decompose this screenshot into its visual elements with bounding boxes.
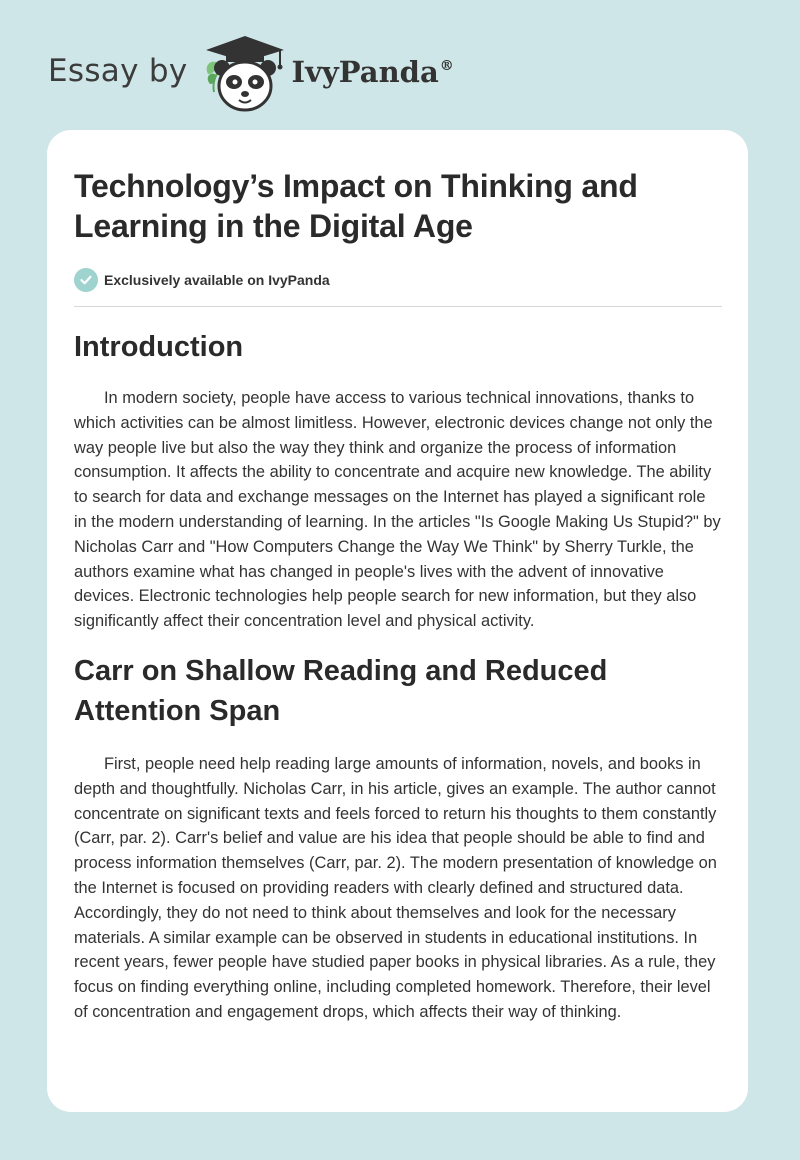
article-card [47, 130, 748, 1112]
brand-label: IvyPanda [291, 55, 439, 89]
registered-mark: ® [439, 58, 454, 74]
section-paragraph-introduction: In modern society, people have access to various technical innovations, thanks to which activities can be almost limitless. However, electronic devices change not only the way people live but also the way they think and organize the process of information consumption. It affects the ability to concentrate and acquire new knowledge. The ability to search for data and exchange messages on the Internet has played a significant role in the modern understanding of learning. In the articles "Is Google Making Us Stupid?" by Nicholas Carr and "How Computers Change the Way We Think" by Sherry Turkle, the authors examine what has changed in people's lives with the advent of innovative devices. Electronic technologies help people search for new information, but they also significantly affect their concentration level and physical activity. [74, 389, 721, 631]
panda-logo-icon[interactable] [200, 34, 290, 114]
section-heading-carr: Carr on Shallow Reading and Reduced Attention Span [74, 654, 608, 727]
essay-by-label: Essay by [48, 53, 188, 89]
article-title: Technology’s Impact on Thinking and Learning in the Digital Age [74, 168, 638, 244]
exclusive-badge [74, 268, 722, 307]
site-header [48, 34, 454, 114]
brand-name[interactable] [292, 55, 454, 89]
exclusive-label: Exclusively available on IvyPanda [104, 272, 330, 288]
check-circle-icon [74, 268, 98, 292]
section-paragraph-carr: First, people need help reading large amounts of information, novels, and books in depth and thoughtfully. Nicholas Carr, in his article, gives an example. The author cannot concentrate on significant texts and feels forced to return his thoughts to them constantly (Carr, par. 2). Carr's belief and value are his idea that people should be able to find and process information themselves (Carr, par. 2). The modern presentation of knowledge on the Internet is focused on providing readers with clearly defined and structured data. Accordingly, they do not need to think about themselves and look for the necessary materials. A similar example can be observed in students in educational institutions. In recent years, fewer people have studied paper books in physical libraries. As a rule, they focus on finding everything online, including completed homework. Therefore, their level of concentration and engagement drops, which affects their way of thinking. [74, 754, 717, 1021]
section-heading-introduction: Introduction [74, 331, 244, 363]
